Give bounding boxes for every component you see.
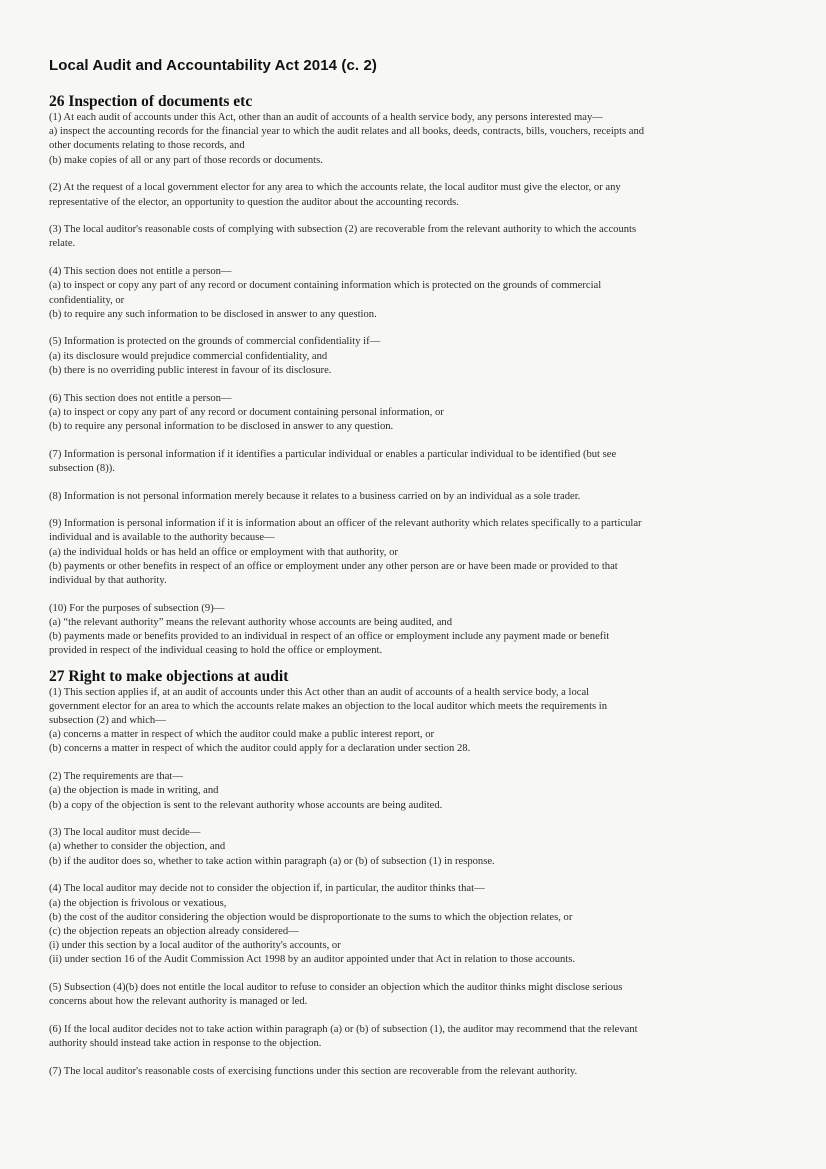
text-line: (4) This section does not entitle a person—	[49, 266, 232, 278]
text-line: (3) The local auditor's reasonable costs of complying with subsection (2) are recoverable from the relevant authority to which the accounts	[49, 224, 637, 236]
text-line: (b) there is no overriding public interest in favour of its disclosure.	[49, 364, 332, 376]
text-line: (a) concerns a matter in respect of which the auditor could make a public interest report, or	[49, 729, 435, 741]
subsection-paragraph	[49, 686, 736, 757]
subsection-paragraph	[49, 265, 736, 322]
text-line: (b) to require any such information to be disclosed in answer to any question.	[49, 308, 377, 320]
text-line: (7) The local auditor's reasonable costs of exercising functions under this section are recoverable from the relevant authority.	[49, 1065, 578, 1077]
section-heading: 27 Right to make objections at audit	[49, 667, 289, 685]
text-line: (b) the cost of the auditor considering the objection would be disproportionate to the sums to which the objection relates, or	[49, 911, 573, 923]
text-line: (b) payments made or benefits provided to an individual in respect of an office or employment include any payment made or benefit	[49, 631, 610, 643]
text-line: (c) the objection repeats an objection already considered—	[49, 925, 299, 937]
subsection-paragraph	[49, 335, 736, 378]
text-line: a) inspect the accounting records for the financial year to which the audit relates and all books, deeds, contracts, bills, vouchers, receipts and	[49, 126, 645, 138]
text-line: subsection (8)).	[49, 462, 115, 474]
text-line: (1) At each audit of accounts under this Act, other than an audit of accounts of a health service body, any persons interested may—	[49, 112, 603, 123]
text-line: subsection (2) and which—	[49, 715, 166, 726]
subsection-paragraph	[49, 1065, 736, 1079]
text-line: (a) to inspect or copy any part of any record or document containing personal information, or	[49, 406, 444, 418]
text-line: confidentiality, or	[49, 294, 125, 306]
text-line: (b) make copies of all or any part of those records or documents.	[49, 154, 323, 166]
text-line: authority should instead take action in response to the objection.	[49, 1038, 322, 1050]
text-line: representative of the elector, an opportunity to question the auditor about the accounting records.	[49, 196, 459, 208]
document-title: Local Audit and Accountability Act 2014 (c. 2)	[49, 57, 377, 74]
subsection-paragraph	[49, 517, 736, 588]
text-line: (a) whether to consider the objection, and	[49, 841, 226, 853]
subsection-paragraph	[49, 111, 736, 168]
text-line: (3) The local auditor must decide—	[49, 827, 201, 839]
text-line: (b) concerns a matter in respect of which the auditor could apply for a declaration under section 28.	[49, 743, 471, 755]
text-line: (b) payments or other benefits in respect of an office or employment under any other person are or have been made or provided to that	[49, 560, 618, 572]
text-line: relate.	[49, 238, 76, 250]
text-line: (5) Subsection (4)(b) does not entitle the local auditor to refuse to consider an objection which the auditor thinks might disclose serious	[49, 982, 623, 994]
text-line: (10) For the purposes of subsection (9)—	[49, 602, 225, 614]
text-line: concerns about how the relevant authority is managed or led.	[49, 996, 308, 1008]
text-line: (4) The local auditor may decide not to consider the objection if, in particular, the auditor thinks that—	[49, 883, 485, 895]
subsection-paragraph	[49, 223, 736, 251]
subsection-paragraph	[49, 181, 736, 209]
subsection-paragraph	[49, 882, 736, 967]
text-line: provided in respect of the individual ceasing to hold the office or employment.	[49, 645, 383, 657]
text-line: other documents relating to those records, and	[49, 140, 245, 152]
subsection-paragraph	[49, 981, 736, 1009]
text-line: (b) to require any personal information to be disclosed in answer to any question.	[49, 420, 394, 432]
text-line: individual and is available to the authority because—	[49, 532, 275, 544]
section-26	[49, 93, 736, 659]
text-line: (b) a copy of the objection is sent to the relevant authority whose accounts are being audited.	[49, 799, 443, 811]
text-line: government elector for an area to which the accounts relate makes an objection to the local auditor which meets the requirements in	[49, 700, 608, 712]
text-line: (ii) under section 16 of the Audit Commission Act 1998 by an auditor appointed under that Act in relation to those accounts.	[49, 954, 576, 966]
text-line: (9) Information is personal information if it is information about an officer of the relevant authority which relates specifically to a particular	[49, 518, 642, 530]
text-line: (i) under this section by a local auditor of the authority's accounts, or	[49, 940, 341, 952]
subsection-paragraph	[49, 1023, 736, 1051]
subsection-paragraph	[49, 490, 736, 504]
text-line: (1) This section applies if, at an audit of accounts under this Act other than an audit of accounts of a health service body, a local	[49, 686, 590, 698]
text-line: (8) Information is not personal information merely because it relates to a business carried on by an individual as a sole trader.	[49, 490, 581, 502]
section-heading: 26 Inspection of documents etc	[49, 93, 253, 110]
text-line: (5) Information is protected on the grounds of commercial confidentiality if—	[49, 336, 381, 348]
subsection-paragraph	[49, 392, 736, 435]
text-line: (a) the individual holds or has held an office or employment with that authority, or	[49, 546, 398, 558]
text-line: (a) the objection is made in writing, and	[49, 785, 219, 797]
text-line: individual by that authority.	[49, 575, 167, 587]
subsection-paragraph	[49, 448, 736, 476]
text-line: (a) the objection is frivolous or vexatious,	[49, 897, 227, 909]
text-line: (a) its disclosure would prejudice commercial confidentiality, and	[49, 350, 328, 362]
text-line: (a) “the relevant authority” means the relevant authority whose accounts are being audited, and	[49, 616, 452, 628]
subsection-paragraph	[49, 826, 736, 869]
text-line: (b) if the auditor does so, whether to take action within paragraph (a) or (b) of subsection (1) in response.	[49, 855, 495, 867]
text-line: (2) At the request of a local government elector for any area to which the accounts relate, the local auditor must give the elector, or any	[49, 182, 621, 194]
text-line: (2) The requirements are that—	[49, 771, 183, 783]
subsection-paragraph	[49, 770, 736, 813]
text-line: (7) Information is personal information if it identifies a particular individual or enables a particular individual to be identified (but see	[49, 448, 617, 460]
text-line: (6) This section does not entitle a person—	[49, 392, 232, 404]
sections-container	[49, 93, 736, 1079]
subsection-paragraph	[49, 602, 736, 659]
text-line: (6) If the local auditor decides not to take action within paragraph (a) or (b) of subsection (1), the auditor may recommend that the relevant	[49, 1023, 638, 1035]
section-27	[49, 668, 736, 1079]
text-line: (a) to inspect or copy any part of any record or document containing information which is protected on the grounds of commercial	[49, 280, 602, 292]
